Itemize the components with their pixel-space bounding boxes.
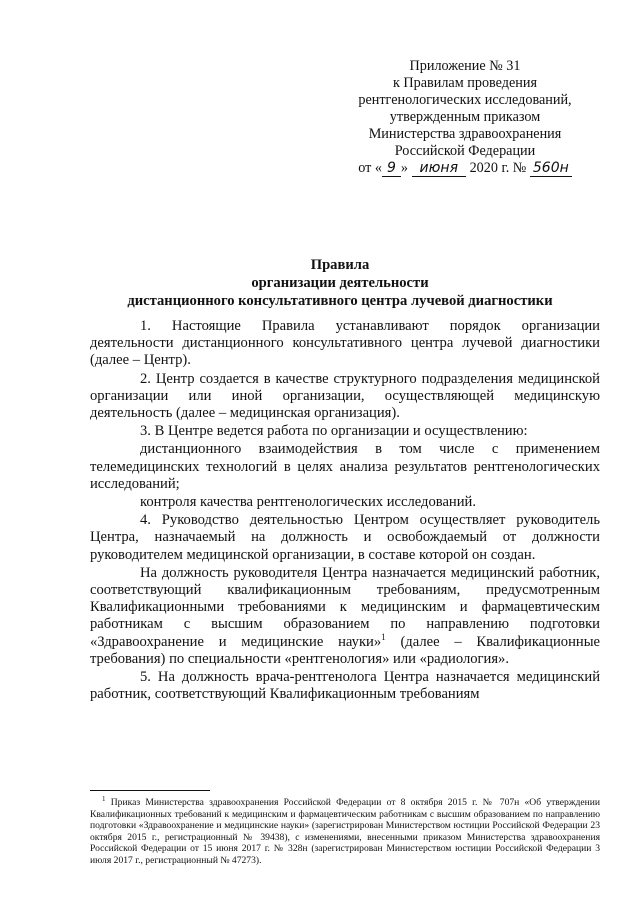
document-body <box>90 318 600 704</box>
handwritten-month: июня <box>412 160 466 177</box>
date-prefix: от « <box>358 160 382 176</box>
appendix-header <box>330 58 600 177</box>
appendix-line-2: к Правилам проведения <box>392 75 537 91</box>
paragraph-3: 3. В Центре ведется работа по организации и осуществлению: <box>140 423 528 440</box>
paragraph-5: 5. На должность врача-рентгенолога Центра назначается медицинский работник, соответствующий Квалификационным требованиям <box>90 669 600 703</box>
paragraph-3-item-1: дистанционного взаимодействия в том числе с применением телемедицинских технологий в целях анализа результатов рентгенологических исследований; <box>90 441 600 492</box>
footnote-separator <box>90 790 210 791</box>
date-year: 2020 г. № <box>469 160 527 176</box>
footnote-reference: 1 <box>381 631 386 642</box>
paragraph-2: 2. Центр создается в качестве структурного подразделения медицинской организации или иной организации, осуществляющей медицинскую деятельность (далее – медицинская организация). <box>90 370 600 422</box>
appendix-line-6: Российской Федерации <box>394 143 536 159</box>
handwritten-day: 9 <box>382 160 401 177</box>
footnote <box>90 794 601 867</box>
date-mid: » <box>400 160 408 176</box>
title-line-3: дистанционного консультативного центра лучевой диагностики <box>127 293 553 309</box>
appendix-line-5: Министерства здравоохранения <box>368 126 562 142</box>
appendix-line-3: рентгенологических исследований, <box>358 92 572 108</box>
footnote-mark: 1 <box>102 794 106 803</box>
paragraph-4-qualification-tail: (далее – Квалификационные требования) по специальности «рентгенология» или «радиология». <box>90 633 600 667</box>
title-line-1: Правила <box>310 257 370 273</box>
paragraph-4-qualification-text: На должность руководителя Центра назначается медицинский работник, соответствующий квалификационным требованиям, предусмотренным Квалификационными требованиями к медицинским и фармацевтическим работникам с высшим образованием по направлению подготовки «Здравоохранение и медицинские науки» <box>90 564 600 650</box>
handwritten-order-number: 560н <box>530 160 572 177</box>
paragraph-4: 4. Руководство деятельностью Центром осуществляет руководитель Центра, назначаемый на должность и освобождаемый от должности руководителем медицинской организации, в составе которой он создан. <box>90 512 600 563</box>
footnote-text: Приказ Министерства здравоохранения Российской Федерации от 8 октября 2015 г. № 707н «Об утверждении Квалификационных требований к медицинским и фармацевтическим работникам с высшим образованием по направлению подготовки «Здравоохранение и медицинские науки» (зарегистрирован Министерством юстиции Российской Федерации 23 октября 2015 г., регистрационный № 39438), с изменениями, внесенными приказом Министерства здравоохранения Российской Федерации от 15 июня 2017 г. № 328н (зарегистрирован Министерством юстиции Российской Федерации 3 июля 2017 г., регистрационный № 47273). <box>90 797 601 866</box>
document-title <box>80 256 600 310</box>
paragraph-4-qualification <box>90 565 600 668</box>
paragraph-1: 1. Настоящие Правила устанавливают порядок организации деятельности дистанционного консультативного центра лучевой диагностики (далее – Центр). <box>90 318 600 369</box>
appendix-line-4: утвержденным приказом <box>389 109 541 125</box>
order-date-line <box>330 160 600 177</box>
appendix-number: Приложение № 31 <box>409 58 521 74</box>
title-line-2: организации деятельности <box>251 275 429 291</box>
paragraph-3-item-2: контроля качества рентгенологических исследований. <box>140 494 477 511</box>
